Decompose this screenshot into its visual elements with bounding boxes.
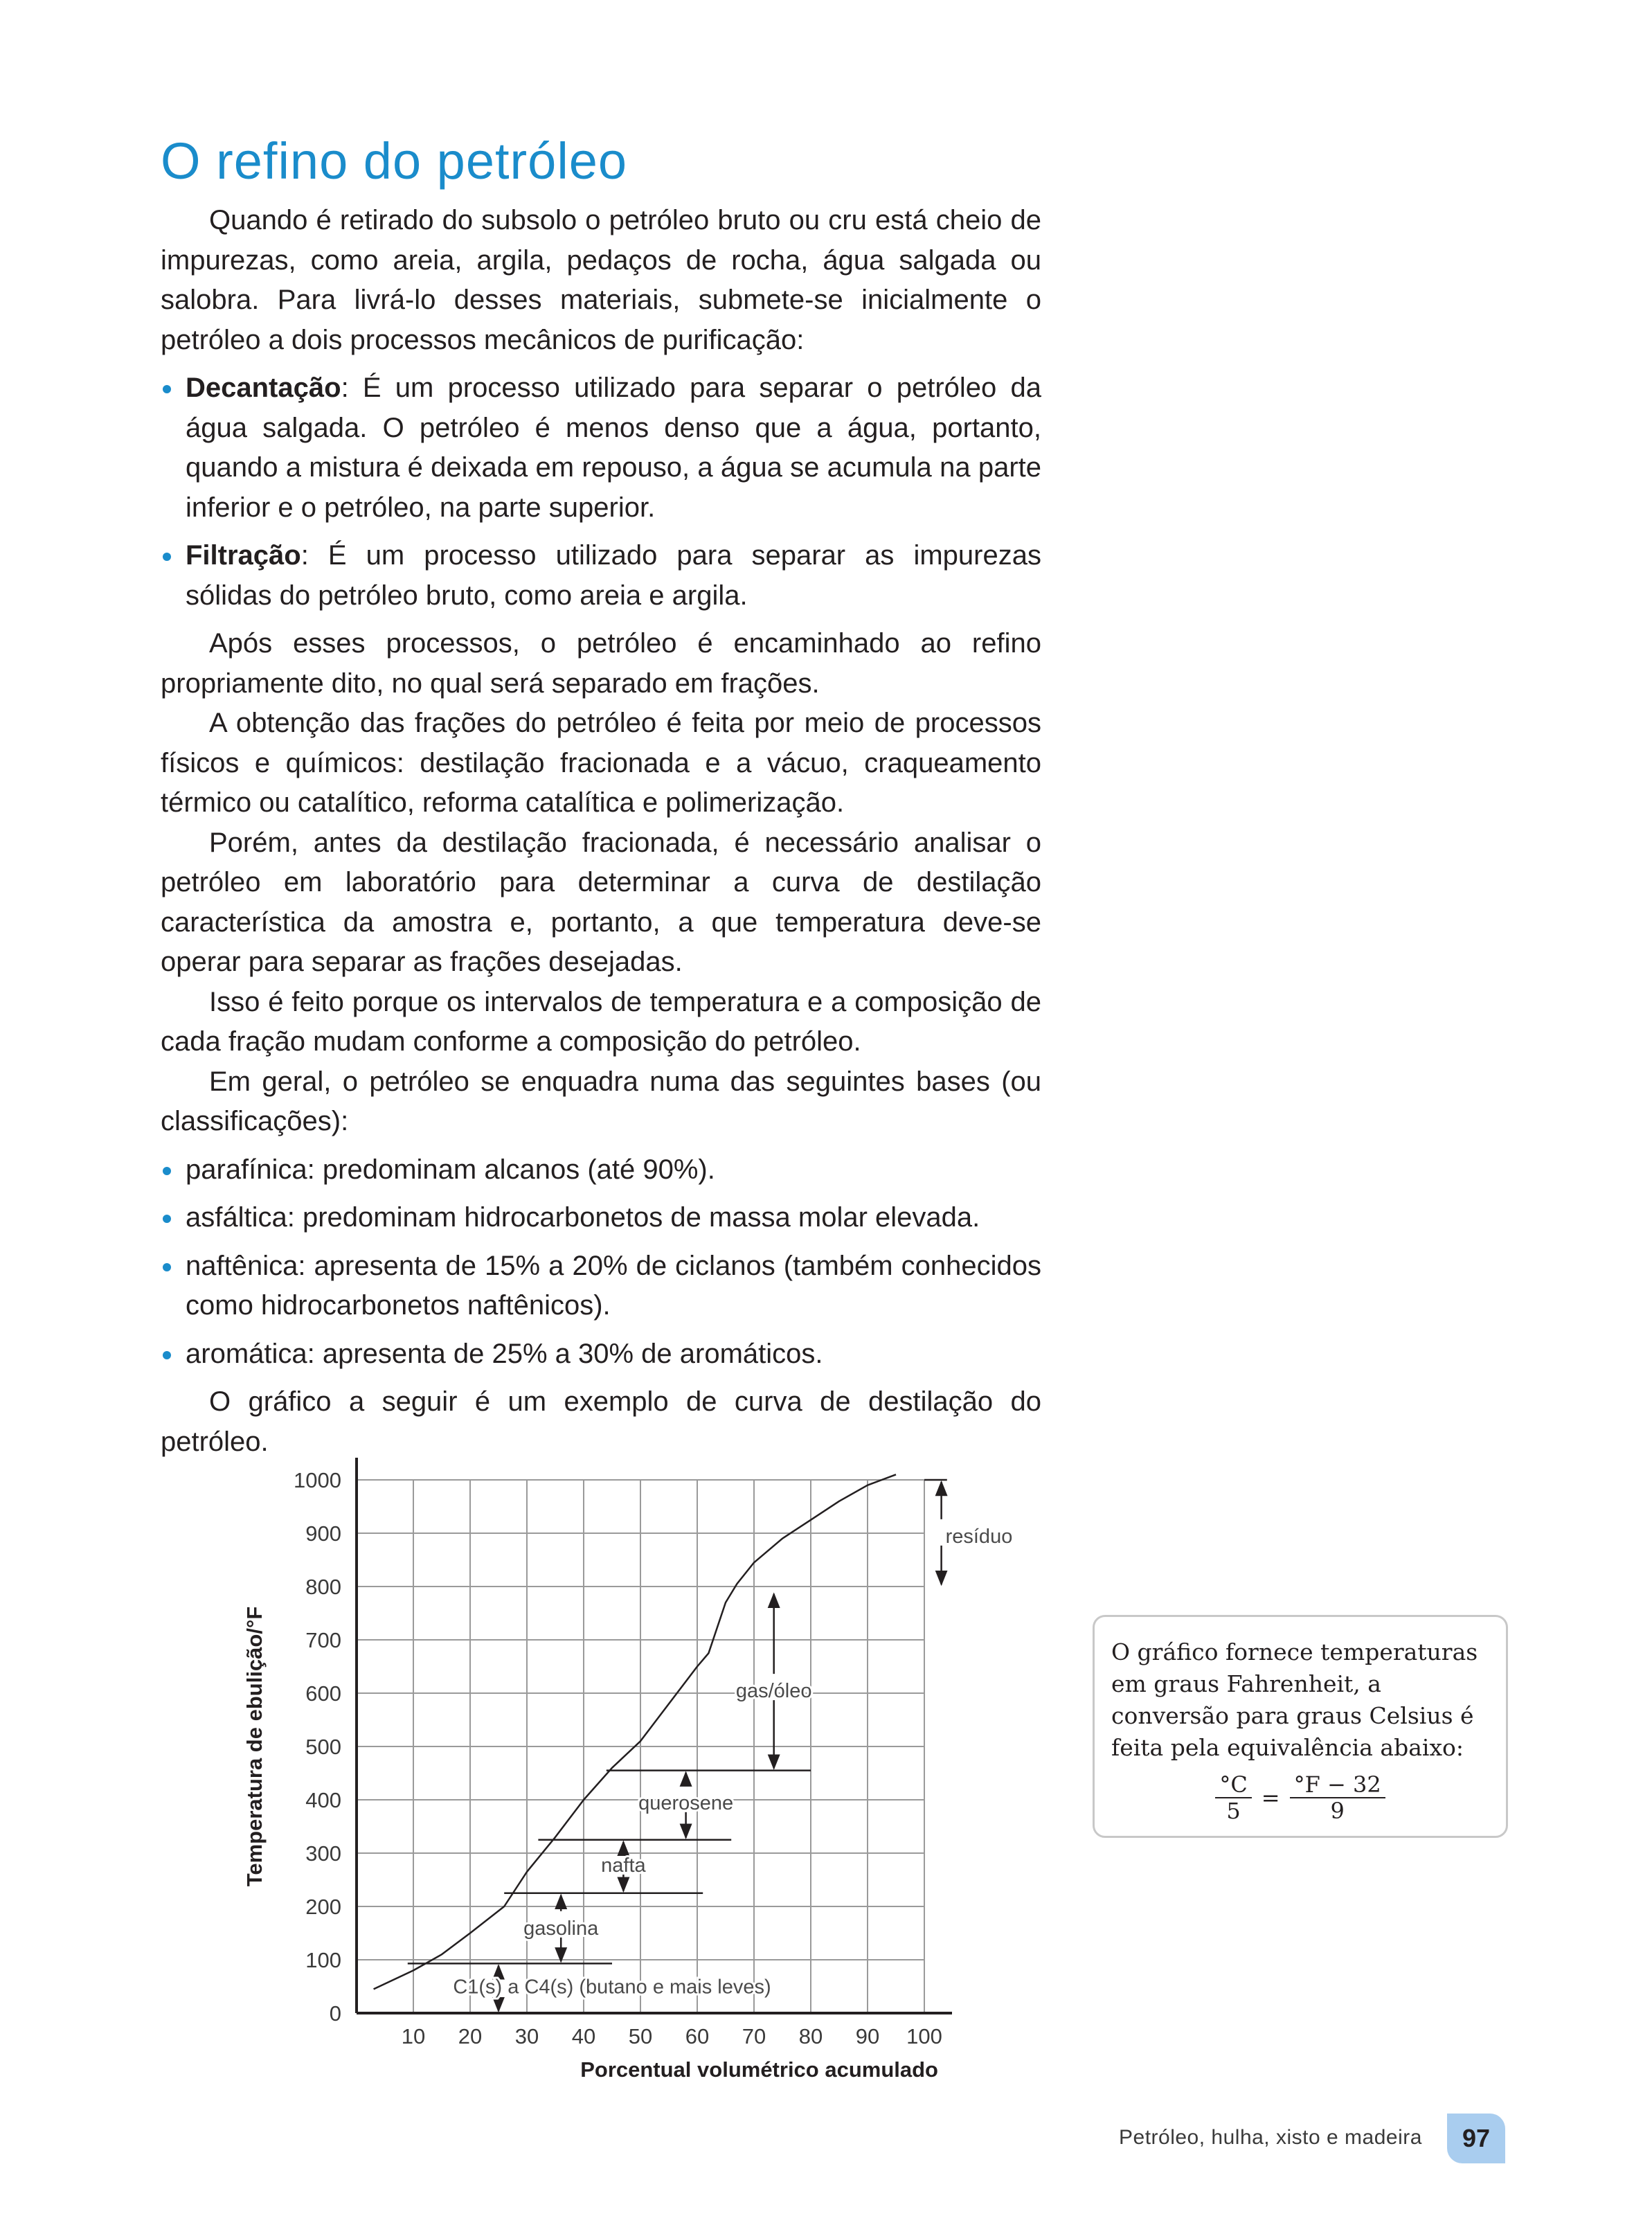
x-tick-label: 30 bbox=[514, 2024, 539, 2048]
conversion-note-box bbox=[1093, 1615, 1508, 1838]
chapter-title: Petróleo, hulha, xisto e madeira bbox=[1119, 2126, 1422, 2149]
x-tick-label: 50 bbox=[628, 2024, 653, 2048]
y-tick-label: 900 bbox=[305, 1521, 341, 1546]
fraction-label: nafta bbox=[601, 1854, 646, 1877]
bases-list bbox=[161, 1150, 1041, 1375]
x-tick-label: 80 bbox=[798, 2024, 823, 2048]
equals-sign: = bbox=[1261, 1785, 1280, 1811]
fraction-fahrenheit bbox=[1290, 1772, 1385, 1823]
y-tick-label: 700 bbox=[305, 1628, 341, 1652]
body-text bbox=[161, 201, 1041, 1462]
process-list bbox=[161, 368, 1041, 616]
list-item-naftenica: naftênica: apresenta de 15% a 20% de ciclanos (também conhecidos como hidrocarbonetos naftênicos). bbox=[161, 1246, 1041, 1326]
fraction-label: gasolina bbox=[523, 1917, 599, 1940]
y-tick-label: 500 bbox=[305, 1735, 341, 1759]
list-item-aromatica: aromática: apresenta de 25% a 30% de aromáticos. bbox=[161, 1334, 1041, 1375]
y-tick-label: 400 bbox=[305, 1788, 341, 1812]
paragraph-destilacao: Porém, antes da destilação fracionada, é necessário analisar o petróleo em laboratório para determinar a curva de destilação característica da amostra e, portanto, a que temperatura deve-se operar para separar as frações desejadas. bbox=[161, 827, 1041, 977]
conversion-formula bbox=[1111, 1772, 1489, 1823]
x-tick-label: 90 bbox=[855, 2024, 880, 2048]
y-tick-label: 300 bbox=[305, 1841, 341, 1866]
x-tick-label: 100 bbox=[906, 2024, 942, 2048]
paragraph-intervalos: Isso é feito porque os intervalos de temperatura e a composição de cada fração mudam conforme a composição do petróleo. bbox=[161, 986, 1041, 1057]
list-item-filtracao bbox=[161, 536, 1041, 616]
y-axis-title: Temperatura de ebulição/°F bbox=[242, 1606, 267, 1887]
page-title: O refino do petróleo bbox=[161, 132, 628, 190]
y-tick-label: 600 bbox=[305, 1681, 341, 1706]
x-tick-label: 10 bbox=[401, 2024, 426, 2048]
denominator-fahrenheit: 9 bbox=[1330, 1798, 1345, 1824]
y-tick-label: 100 bbox=[305, 1948, 341, 1972]
fraction-label: C1(s) a C4(s) (butano e mais leves) bbox=[453, 1976, 771, 1999]
paragraph-grafico: O gráfico a seguir é um exemplo de curva de destilação do petróleo. bbox=[161, 1386, 1041, 1457]
fraction-label: resíduo bbox=[945, 1525, 1013, 1548]
x-tick-label: 70 bbox=[742, 2024, 766, 2048]
x-tick-label: 60 bbox=[685, 2024, 710, 2048]
fraction-label: gas/óleo bbox=[735, 1680, 812, 1703]
distillation-chart bbox=[235, 1447, 1052, 2105]
list-item-parafinica: parafínica: predominam alcanos (até 90%). bbox=[161, 1150, 1041, 1190]
denominator-celsius: 5 bbox=[1226, 1798, 1241, 1824]
y-tick-label: 800 bbox=[305, 1575, 341, 1599]
definition-filtracao: : É um processo utilizado para separar as impurezas sólidas do petróleo bruto, como areia e argila. bbox=[186, 540, 1041, 611]
x-axis-title: Porcentual volumétrico acumulado bbox=[580, 2057, 938, 2082]
x-tick-label: 20 bbox=[458, 2024, 483, 2048]
paragraph-intro: Quando é retirado do subsolo o petróleo bruto ou cru está cheio de impurezas, como areia, argila, pedaços de rocha, água salgada ou salobra. Para livrá-lo desses materiais, submete-se inicialmente o petróleo a dois processos mecânicos de purificação: bbox=[161, 205, 1041, 355]
distillation-curve bbox=[374, 1474, 896, 1989]
numerator-fahrenheit: °F − 32 bbox=[1290, 1772, 1385, 1798]
paragraph-bases: Em geral, o petróleo se enquadra numa das seguintes bases (ou classificações): bbox=[161, 1066, 1041, 1136]
y-tick-label: 1000 bbox=[294, 1468, 341, 1492]
paragraph-obtencao: A obtenção das frações do petróleo é feita por meio de processos físicos e químicos: destilação fracionada e a vácuo, craqueamento térmico ou catalítico, reforma catalítica e polimerização. bbox=[161, 708, 1041, 818]
term-filtracao: Filtração bbox=[186, 540, 301, 571]
definition-decantacao: : É um processo utilizado para separar o petróleo da água salgada. O petróleo é menos denso que a água, portanto, quando a mistura é deixada em repouso, a água se acumula na parte inferior e o petróleo, na parte superior. bbox=[186, 373, 1041, 523]
fraction-label: querosene bbox=[638, 1791, 734, 1814]
term-decantacao: Decantação bbox=[186, 373, 341, 403]
x-tick-label: 40 bbox=[571, 2024, 596, 2048]
paragraph-refino: Após esses processos, o petróleo é encaminhado ao refino propriamente dito, no qual será separado em frações. bbox=[161, 628, 1041, 699]
numerator-celsius: °C bbox=[1215, 1772, 1251, 1798]
fraction-celsius bbox=[1215, 1772, 1251, 1823]
y-tick-label: 0 bbox=[329, 2001, 341, 2026]
conversion-note-text: O gráfico fornece temperaturas em graus Fahrenheit, a conversão para graus Celsius é feita pela equivalência abaixo: bbox=[1111, 1638, 1478, 1761]
y-tick-label: 200 bbox=[305, 1895, 341, 1919]
list-item-decantacao bbox=[161, 368, 1041, 528]
list-item-asfaltica: asfáltica: predominam hidrocarbonetos de massa molar elevada. bbox=[161, 1198, 1041, 1238]
page-number: 97 bbox=[1447, 2114, 1505, 2163]
